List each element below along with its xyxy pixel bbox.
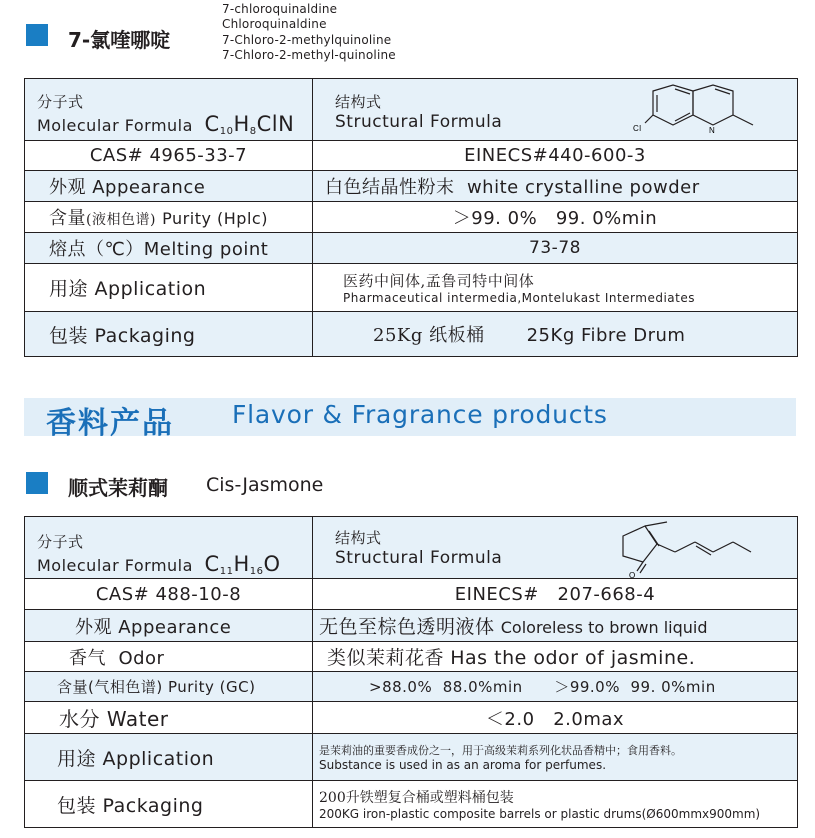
cas-number: CAS# 4965-33-7 bbox=[25, 141, 313, 171]
structure-label-en: Structural Formula bbox=[335, 112, 503, 132]
synonym: 7-chloroquinaldine bbox=[222, 2, 338, 16]
product-title-cn: 顺式茉莉酮 bbox=[68, 476, 168, 500]
quinoline-structure-diagram bbox=[611, 81, 771, 139]
cas-number: CAS# 488-10-8 bbox=[25, 579, 313, 610]
purity-label: 含量(气相色谱) Purity (GC) bbox=[25, 672, 313, 702]
application-label: 用途 Application bbox=[25, 734, 313, 781]
melting-point-label: 熔点（℃）Melting point bbox=[25, 233, 313, 264]
formula-label-en: Molecular Formula bbox=[37, 556, 193, 575]
section-banner bbox=[24, 398, 796, 441]
formula-label-en: Molecular Formula bbox=[37, 116, 193, 135]
water-label: 水分 Water bbox=[25, 702, 313, 734]
packaging-label: 包装 Packaging bbox=[25, 312, 313, 357]
packaging-label: 包装 Packaging bbox=[25, 781, 313, 828]
purity-label: 含量(液相色谱) Purity (Hplc) bbox=[25, 202, 313, 233]
formula-label-cn: 分子式 bbox=[37, 93, 84, 111]
purity-value: ＞99. 0% 99. 0%min bbox=[313, 202, 798, 233]
application-value: 医药中间体,孟鲁司特中间体 Pharmaceutical intermedia,Montelukast Intermediates bbox=[313, 264, 798, 312]
appearance-label: 外观 Appearance bbox=[25, 610, 313, 642]
svg-text:O: O bbox=[629, 571, 636, 580]
packaging-value: 25Kg 纸板桶 25Kg Fibre Drum bbox=[313, 312, 798, 357]
appearance-label: 外观 Appearance bbox=[25, 171, 313, 202]
section-title-cn: 香料产品 bbox=[46, 406, 174, 441]
structure-label-en: Structural Formula bbox=[335, 548, 503, 568]
svg-text:Cl: Cl bbox=[633, 124, 642, 133]
application-value: 是茉莉油的重要香成份之一，用于高级茉莉系列化状品香精中；食用香料。 Substance is used in as an aroma for perfumes. bbox=[313, 734, 798, 781]
structure-cell bbox=[313, 79, 798, 141]
jasmone-structure-diagram bbox=[613, 518, 763, 580]
einecs-number: EINECS# 207-668-4 bbox=[313, 579, 798, 610]
section-marker-icon bbox=[26, 472, 48, 494]
packaging-value: 200升铁塑复合桶或塑料桶包装 200KG iron-plastic composite barrels or plastic drums(Ø600mmx900mm) bbox=[313, 781, 798, 828]
section-title-en: Flavor & Fragrance products bbox=[232, 400, 608, 429]
structure-label-cn: 结构式 bbox=[335, 529, 382, 547]
molecular-formula: $C_{11}H_{16}O$ bbox=[204, 552, 281, 577]
odor-label: 香气 Odor bbox=[25, 642, 313, 672]
melting-point-value: 73-78 bbox=[313, 233, 798, 264]
molecular-formula: $C_{10}H_8ClN$ bbox=[204, 112, 295, 137]
product-title-en: Cis-Jasmone bbox=[206, 474, 324, 496]
synonym: 7-Chloro-2-methyl-quinoline bbox=[222, 48, 396, 62]
appearance-value: 无色至棕色透明液体 Coloreless to brown liquid bbox=[313, 610, 798, 642]
application-label: 用途 Application bbox=[25, 264, 313, 312]
structure-cell bbox=[313, 517, 798, 579]
synonym: 7-Chloro-2-methylquinoline bbox=[222, 33, 392, 47]
odor-value: 类似茉莉花香 Has the odor of jasmine. bbox=[313, 642, 798, 672]
product-title: 7-氯喹哪啶 bbox=[68, 28, 171, 52]
synonym: Chloroquinaldine bbox=[222, 17, 327, 31]
purity-value: >88.0% 88.0%min ＞99.0% 99. 0%min bbox=[313, 672, 798, 702]
appearance-value: 白色结晶性粉末 white crystalline powder bbox=[313, 171, 798, 202]
formula-cell bbox=[25, 79, 313, 141]
section-marker-icon bbox=[26, 24, 48, 46]
product1-spec-table bbox=[24, 78, 798, 357]
structure-label-cn: 结构式 bbox=[335, 93, 382, 111]
formula-cell bbox=[25, 517, 313, 579]
product2-spec-table bbox=[24, 516, 798, 828]
einecs-number: EINECS#440-600-3 bbox=[313, 141, 798, 171]
svg-text:N: N bbox=[709, 126, 716, 135]
formula-label-cn: 分子式 bbox=[37, 533, 84, 551]
water-value: ＜2.0 2.0max bbox=[313, 702, 798, 734]
